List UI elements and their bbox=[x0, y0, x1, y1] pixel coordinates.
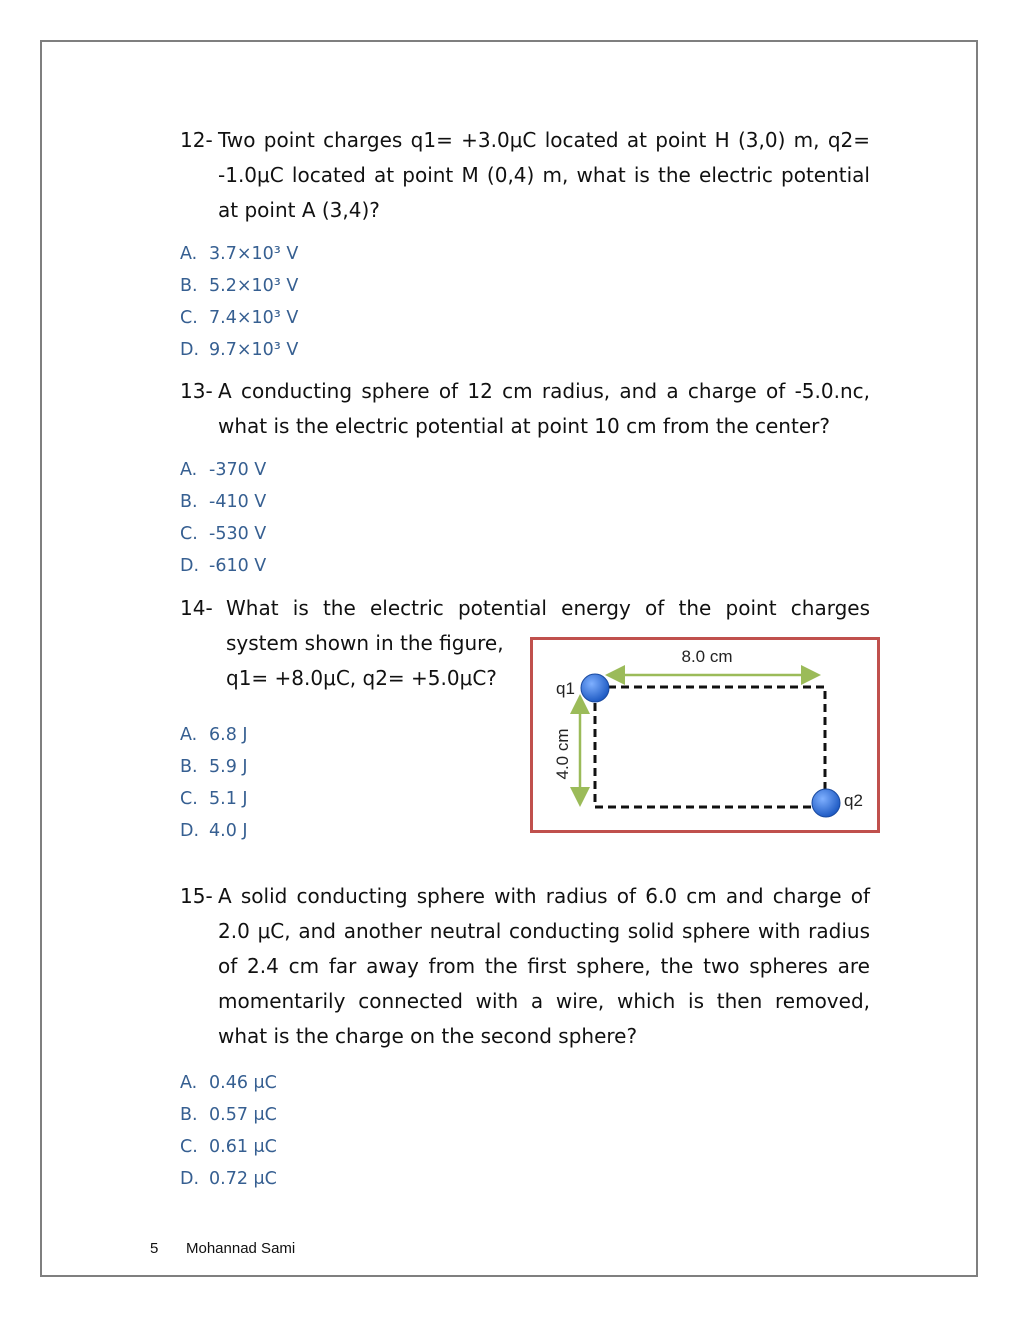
option[interactable]: D. -610 V bbox=[180, 556, 267, 576]
option[interactable]: D. 4.0 J bbox=[180, 821, 248, 841]
question-text: A conducting sphere of 12 cm radius, and a charge of -5.0.nc, what is the electric potential at point 10 cm from the center? bbox=[218, 379, 870, 438]
question-number: 14- bbox=[180, 596, 213, 620]
option[interactable]: C. 7.4×10³ V bbox=[180, 308, 299, 328]
option[interactable]: C. 0.61 μC bbox=[180, 1137, 277, 1157]
question-15 bbox=[180, 879, 870, 1054]
question-text: What is the electric potential energy of the point charges system shown in the figure, bbox=[226, 596, 870, 655]
option[interactable]: B. 0.57 μC bbox=[180, 1105, 277, 1125]
charge-figure bbox=[530, 637, 880, 833]
height-label: 4.0 cm bbox=[553, 728, 572, 780]
option[interactable]: C. 5.1 J bbox=[180, 789, 248, 809]
width-label: 8.0 cm bbox=[681, 647, 733, 666]
option[interactable]: C. -530 V bbox=[180, 524, 267, 544]
page-number: 5 bbox=[150, 1240, 159, 1257]
option[interactable]: B. -410 V bbox=[180, 492, 267, 512]
question-text: Two point charges q1= +3.0μC located at point H (3,0) m, q2= -1.0μC located at point M (0,4) m, what is the electric potential at point A (3,4)? bbox=[218, 128, 870, 222]
charges-values: q1= +8.0μC, q2= +5.0μC? bbox=[226, 666, 497, 690]
option[interactable]: A. 6.8 J bbox=[180, 725, 248, 745]
option[interactable]: A. 0.46 μC bbox=[180, 1073, 277, 1093]
charge-q1 bbox=[581, 674, 609, 702]
option[interactable]: D. 0.72 μC bbox=[180, 1169, 277, 1189]
question-12 bbox=[180, 123, 870, 228]
option[interactable]: B. 5.9 J bbox=[180, 757, 248, 777]
q1-label: q1 bbox=[556, 679, 575, 698]
option[interactable]: A. 3.7×10³ V bbox=[180, 244, 299, 264]
question-number: 12- bbox=[180, 128, 213, 152]
question-text: A solid conducting sphere with radius of 6.0 cm and charge of 2.0 μC, and another neutral conducting solid sphere with radius of 2.4 cm far away from the first sphere, the two spheres are momentarily connected with a wire, which is then removed, what is the charge on the second sphere? bbox=[218, 884, 870, 1048]
question-number: 13- bbox=[180, 379, 213, 403]
options-15 bbox=[180, 1067, 277, 1195]
option[interactable]: B. 5.2×10³ V bbox=[180, 276, 299, 296]
options-13 bbox=[180, 454, 266, 582]
options-14 bbox=[180, 719, 248, 847]
q2-label: q2 bbox=[844, 791, 863, 810]
question-number: 15- bbox=[180, 884, 213, 908]
option[interactable]: D. 9.7×10³ V bbox=[180, 340, 299, 360]
question-13 bbox=[180, 374, 870, 444]
options-12 bbox=[180, 238, 298, 366]
author-name: Mohannad Sami bbox=[186, 1240, 296, 1257]
charge-q2 bbox=[812, 789, 840, 817]
option[interactable]: A. -370 V bbox=[180, 460, 267, 480]
